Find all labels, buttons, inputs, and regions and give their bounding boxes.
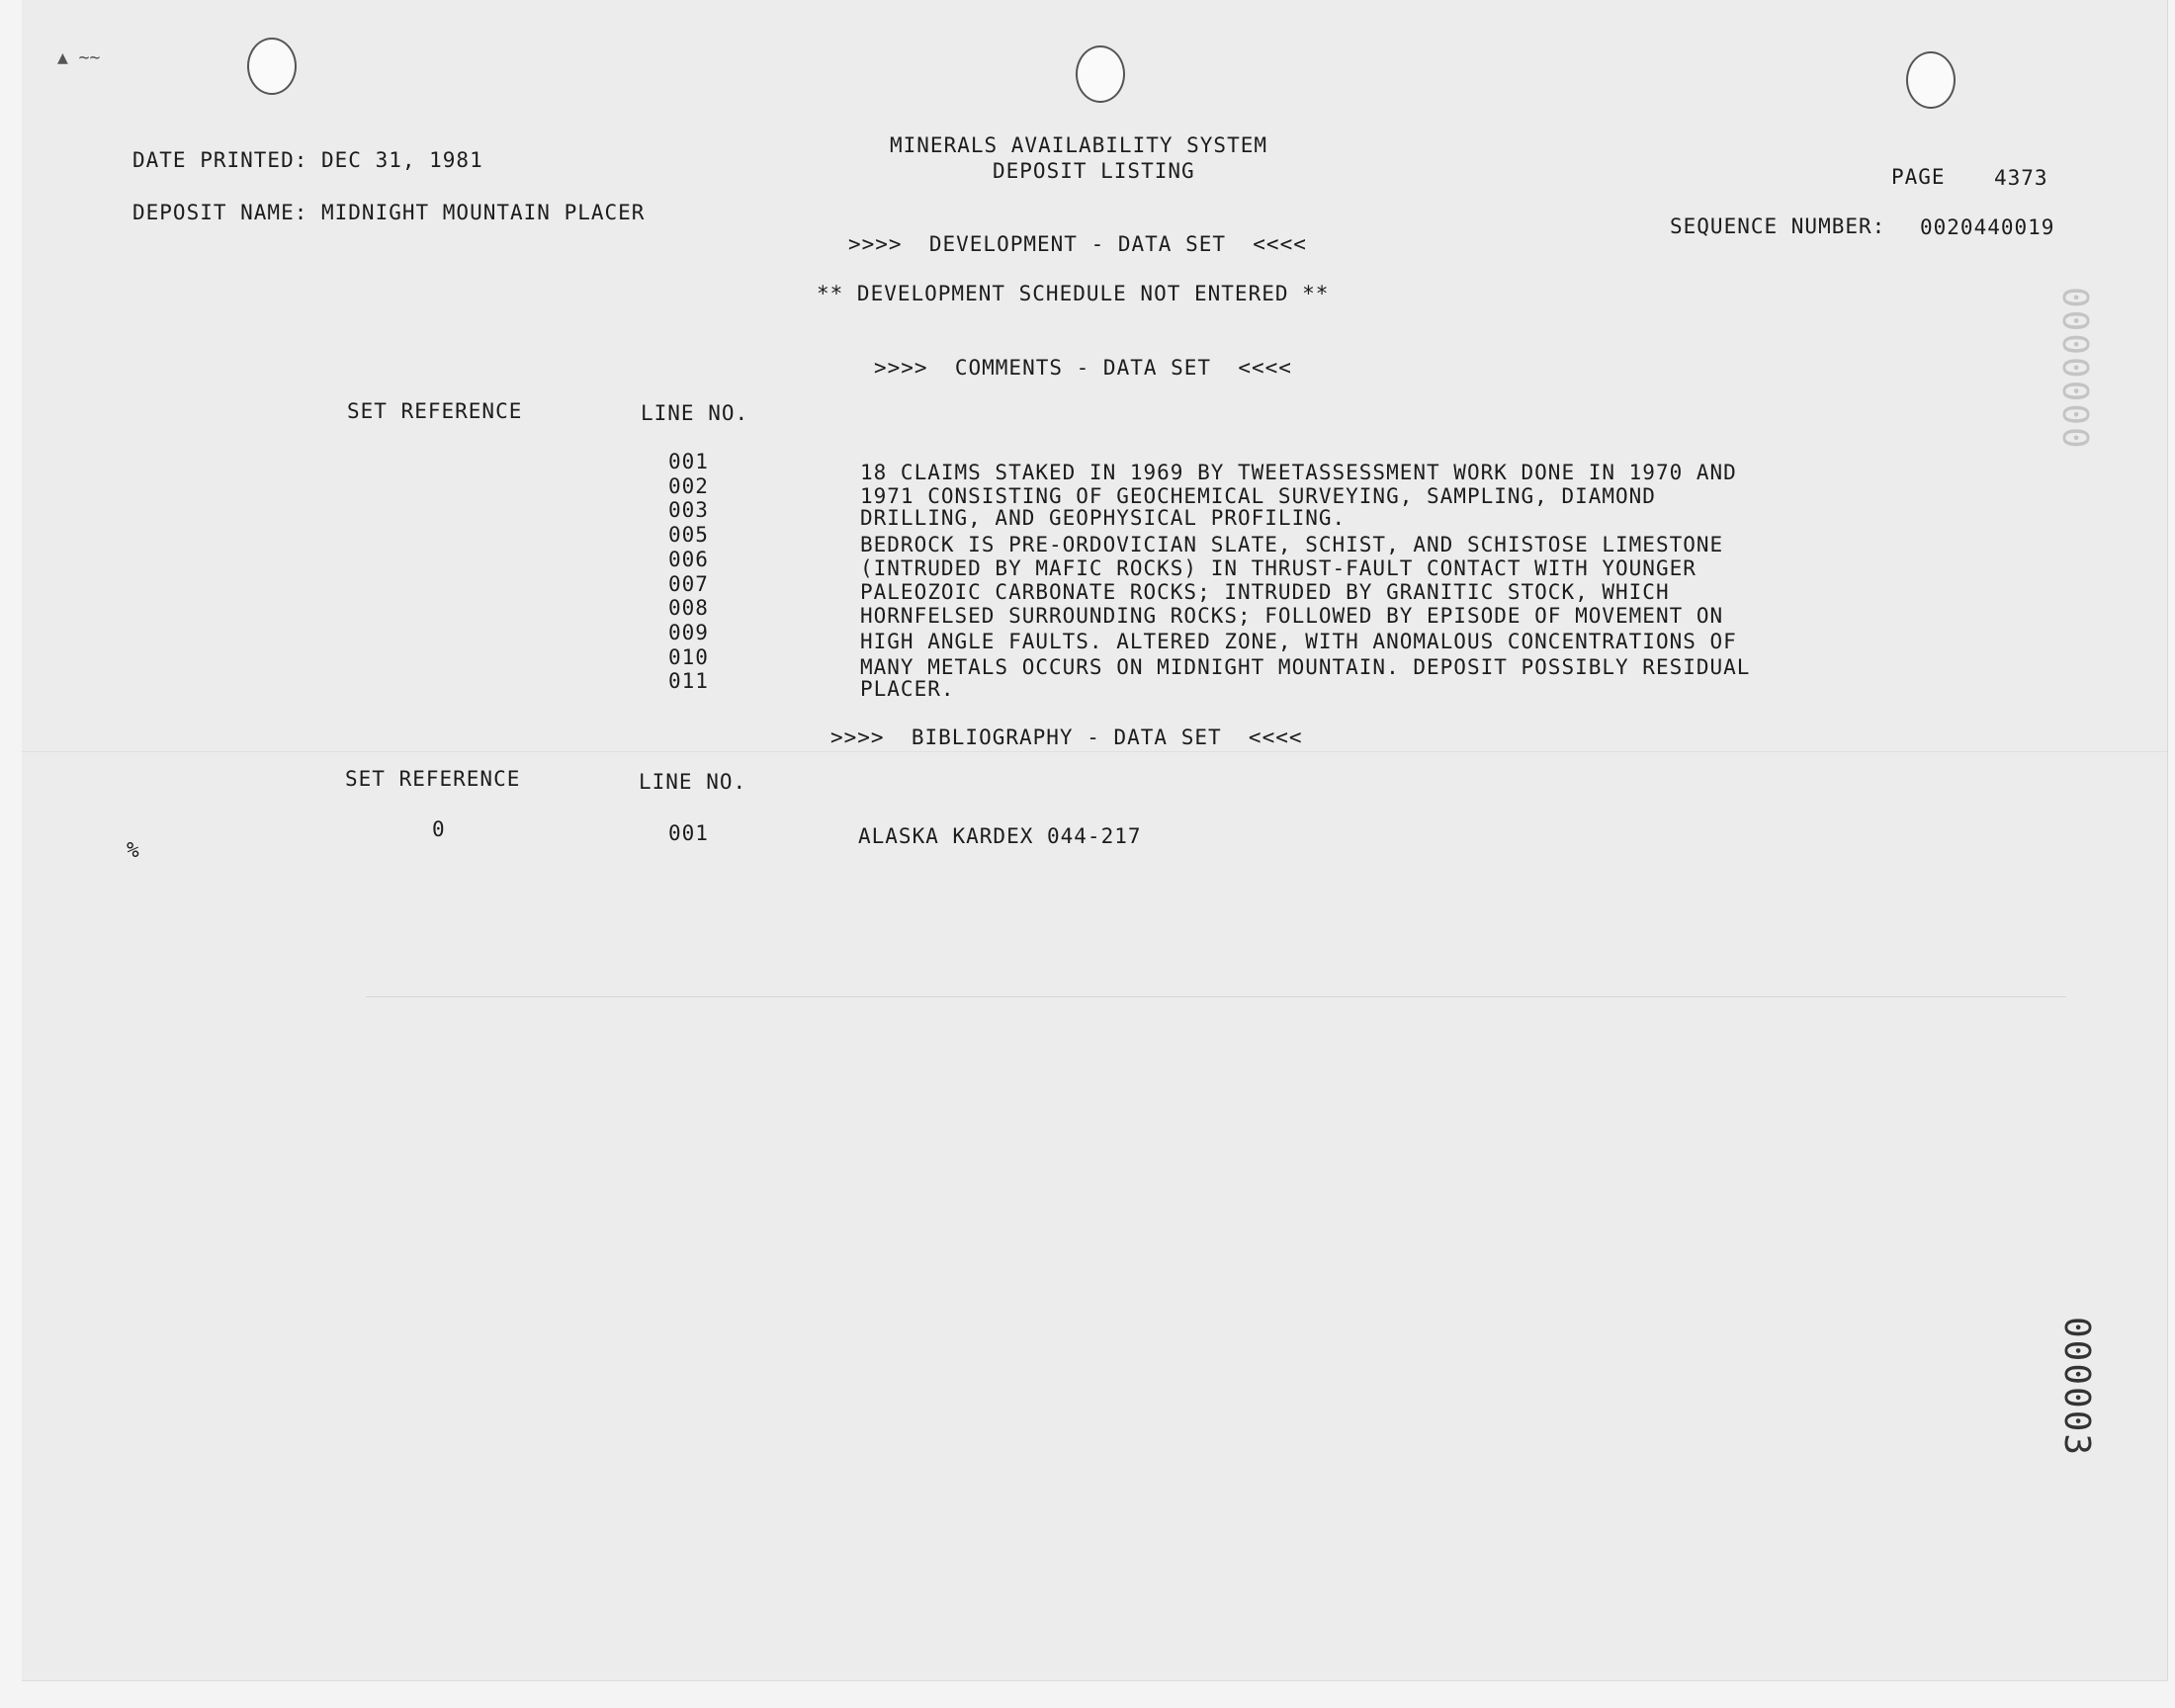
listing-title: DEPOSIT LISTING (993, 159, 1195, 183)
document-page (22, 0, 2168, 1681)
frame-number: 000003 (2056, 1317, 2097, 1458)
scan-mark: ▲ ∼∼ (57, 47, 101, 68)
comment-line-no: 010 (668, 645, 709, 669)
comment-line-no: 005 (668, 523, 709, 547)
comment-line-text: HORNFELSED SURROUNDING ROCKS; FOLLOWED BY EPISODE OF MOVEMENT ON (860, 604, 1724, 628)
system-title: MINERALS AVAILABILITY SYSTEM (890, 133, 1268, 157)
comments-col-line-no: LINE NO. (641, 401, 749, 425)
comment-line-no: 002 (668, 474, 709, 498)
comment-line-text: DRILLING, AND GEOPHYSICAL PROFILING. (860, 506, 1347, 530)
horizontal-rule (366, 996, 2066, 997)
comment-line-no: 001 (668, 450, 709, 473)
percent-mark: % (127, 838, 140, 862)
bibliography-set-reference: 0 (432, 817, 446, 841)
comment-line-no: 009 (668, 621, 709, 644)
comment-line-text: PALEOZOIC CARBONATE ROCKS; INTRUDED BY GRANITIC STOCK, WHICH (860, 580, 1670, 604)
comment-line-text: BEDROCK IS PRE-ORDOVICIAN SLATE, SCHIST, AND SCHISTOSE LIMESTONE (860, 533, 1724, 556)
bibliography-col-line-no: LINE NO. (639, 770, 747, 794)
bibliography-heading: >>>> BIBLIOGRAPHY - DATA SET <<<< (830, 726, 1303, 749)
sequence-label: SEQUENCE NUMBER: (1670, 214, 1886, 238)
development-heading: >>>> DEVELOPMENT - DATA SET <<<< (848, 232, 1307, 256)
comment-line-text: 18 CLAIMS STAKED IN 1969 BY TWEETASSESSMENT WORK DONE IN 1970 AND (860, 461, 1737, 484)
comment-line-no: 007 (668, 572, 709, 596)
comment-line-no: 006 (668, 548, 709, 571)
punch-hole-right (1906, 51, 1956, 109)
frame-number-faint: 0000000 (2054, 287, 2095, 451)
fold-line (22, 751, 2167, 752)
development-note: ** DEVELOPMENT SCHEDULE NOT ENTERED ** (817, 282, 1330, 305)
comment-line-no: 008 (668, 596, 709, 620)
punch-hole-center (1076, 45, 1125, 103)
deposit-name: DEPOSIT NAME: MIDNIGHT MOUNTAIN PLACER (132, 201, 646, 224)
comment-line-no: 003 (668, 498, 709, 522)
date-printed: DATE PRINTED: DEC 31, 1981 (132, 148, 483, 172)
page-number: 4373 (1994, 166, 2048, 190)
comments-heading: >>>> COMMENTS - DATA SET <<<< (874, 356, 1292, 380)
sequence-number: 0020440019 (1920, 215, 2055, 239)
bibliography-text: ALASKA KARDEX 044-217 (858, 824, 1142, 848)
bibliography-line-no: 001 (668, 821, 709, 845)
page-label: PAGE (1891, 165, 1946, 189)
comment-line-text: MANY METALS OCCURS ON MIDNIGHT MOUNTAIN. DEPOSIT POSSIBLY RESIDUAL (860, 655, 1751, 679)
comment-line-text: HIGH ANGLE FAULTS. ALTERED ZONE, WITH ANOMALOUS CONCENTRATIONS OF (860, 630, 1737, 653)
comments-col-set-reference: SET REFERENCE (347, 399, 523, 423)
punch-hole-left (247, 38, 297, 95)
comment-line-text: 1971 CONSISTING OF GEOCHEMICAL SURVEYING, SAMPLING, DIAMOND (860, 484, 1656, 508)
comment-line-text: PLACER. (860, 677, 955, 701)
bibliography-col-set-reference: SET REFERENCE (345, 767, 521, 791)
comment-line-no: 011 (668, 669, 709, 693)
comment-line-text: (INTRUDED BY MAFIC ROCKS) IN THRUST-FAULT CONTACT WITH YOUNGER (860, 556, 1696, 580)
